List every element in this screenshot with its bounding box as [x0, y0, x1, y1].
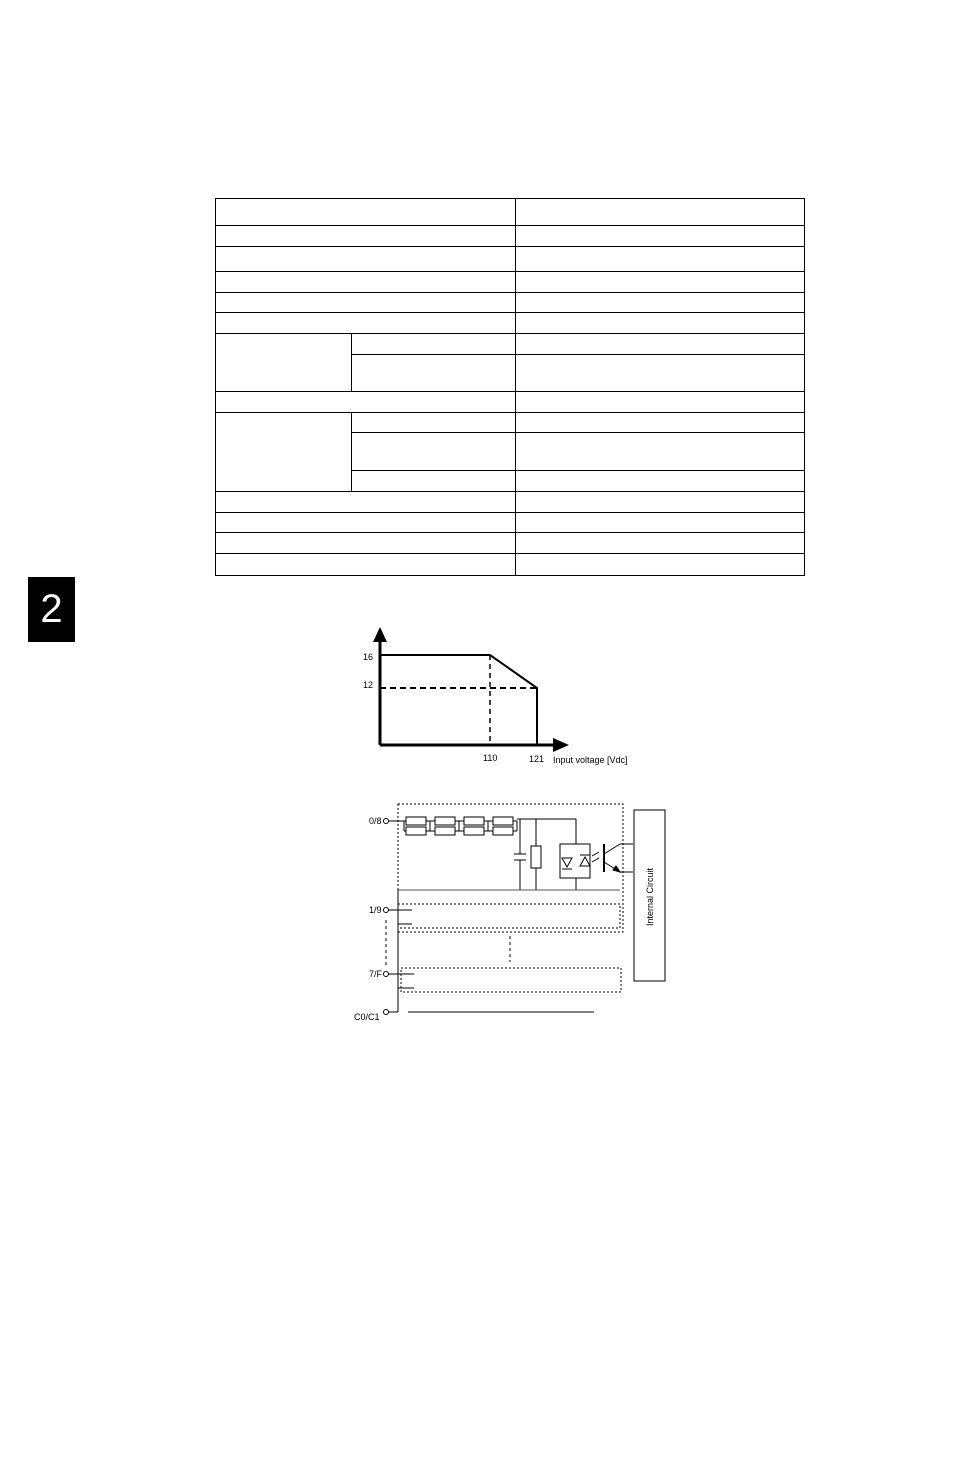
x-axis-arrow-icon [553, 738, 569, 752]
table-row [216, 533, 805, 554]
terminal-label: 7/F [369, 969, 383, 979]
specification-table [215, 198, 805, 576]
terminal-icon [384, 908, 389, 913]
capacitor-icon [514, 819, 526, 890]
resistor-network [388, 817, 576, 844]
table-row [216, 513, 805, 533]
table-row [216, 226, 805, 247]
input-module-boundary [398, 804, 623, 932]
y-tick-label: 16 [363, 652, 374, 662]
terminal-icon [384, 819, 389, 824]
table-row [216, 392, 805, 413]
derating-curve [380, 655, 537, 745]
terminal-icon [384, 1010, 389, 1015]
channel-box-7-f [401, 968, 621, 992]
terminal-icon [384, 972, 389, 977]
table-row [216, 272, 805, 293]
table-row [216, 293, 805, 313]
y-tick-label: 12 [363, 680, 374, 690]
chapter-number: 2 [40, 587, 63, 631]
terminal-label: C0/C1 [354, 1012, 380, 1022]
y-axis-arrow-icon [373, 627, 387, 642]
terminal-label: 0/8 [369, 816, 382, 826]
x-tick-label: 110 [483, 753, 498, 763]
x-axis-label: Input voltage [Vdc] [553, 755, 628, 765]
input-circuit-diagram [348, 800, 668, 1025]
photocoupler-led-icon [560, 844, 599, 890]
channel-box-1-9 [398, 904, 620, 928]
table-row [216, 413, 805, 433]
chapter-tab [28, 577, 75, 642]
terminal-label: 1/9 [369, 905, 382, 915]
table-row [216, 199, 805, 226]
x-tick-label: 121 [529, 754, 545, 764]
table-row [216, 313, 805, 334]
table-row [216, 334, 805, 355]
derating-graph [355, 625, 645, 770]
table-row [216, 492, 805, 513]
table-row [216, 554, 805, 576]
table-row [216, 247, 805, 272]
shunt-resistor-icon [531, 819, 541, 890]
phototransistor-icon [604, 844, 633, 872]
internal-circuit-label: Internal Circuit [645, 867, 655, 927]
